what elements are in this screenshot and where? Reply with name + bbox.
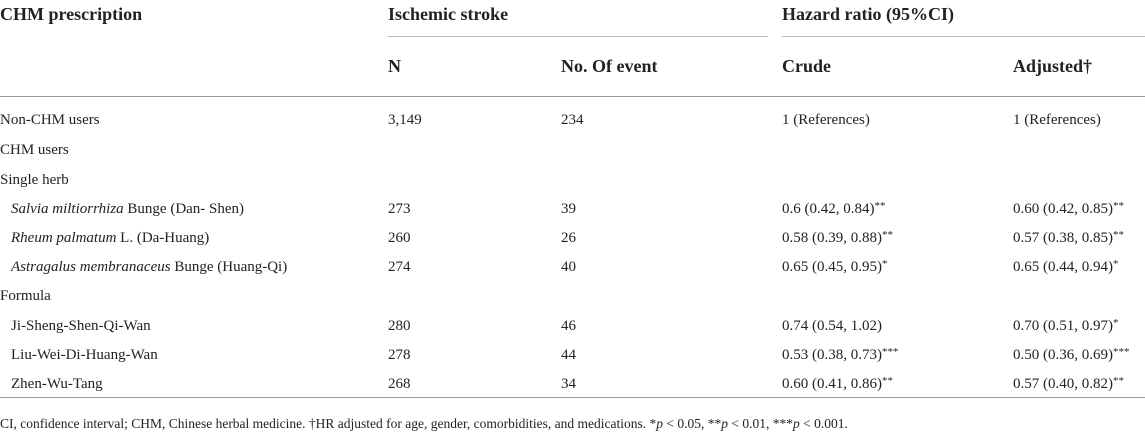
crude-significance: ** — [874, 200, 886, 212]
species-suffix: L. (Da-Huang) — [116, 230, 210, 246]
cell-n: 3,149 — [388, 112, 422, 128]
cell-adjusted — [1013, 376, 1124, 393]
crude-value: 0.65 (0.45, 0.95) — [782, 259, 882, 275]
row-label — [11, 230, 209, 247]
crude-significance: ** — [882, 375, 893, 387]
adjusted-significance: ** — [1113, 229, 1124, 241]
cell-events: 26 — [561, 230, 576, 246]
adjusted-value: 1 (References) — [1013, 112, 1101, 128]
cell-crude — [782, 347, 899, 364]
cell-crude — [782, 318, 882, 335]
cell-n: 280 — [388, 318, 411, 334]
crude-significance: *** — [882, 346, 899, 358]
cell-adjusted — [1013, 112, 1101, 129]
cell-n: 260 — [388, 230, 411, 246]
header-n: N — [388, 56, 401, 76]
cell-adjusted — [1013, 259, 1119, 276]
cell-crude — [782, 259, 888, 276]
cell-crude — [782, 376, 893, 393]
adjusted-significance: * — [1113, 317, 1119, 329]
cell-crude — [782, 112, 870, 129]
species-suffix: Bunge (Huang-Qi) — [170, 259, 288, 275]
species-suffix: Bunge (Dan- Shen) — [123, 201, 245, 217]
adjusted-significance: ** — [1113, 200, 1124, 212]
table-footnote — [0, 416, 848, 432]
crude-value: 1 (References) — [782, 112, 870, 128]
stroke-group-underline — [388, 36, 768, 37]
cell-adjusted — [1013, 318, 1119, 335]
adjusted-significance: *** — [1113, 346, 1130, 358]
header-bottom-rule — [0, 96, 1145, 97]
row-label: Single herb — [0, 172, 69, 188]
crude-value: 0.58 (0.39, 0.88) — [782, 230, 882, 246]
cell-adjusted — [1013, 347, 1130, 364]
header-no-of-event: No. Of event — [561, 56, 658, 76]
cell-adjusted — [1013, 230, 1124, 247]
cell-events: 39 — [561, 201, 576, 217]
cell-crude — [782, 201, 886, 218]
adjusted-value: 0.65 (0.44, 0.94) — [1013, 259, 1113, 275]
species-name: Astragalus membranaceus — [11, 259, 171, 275]
row-label: Formula — [0, 288, 51, 304]
cell-n: 278 — [388, 347, 411, 363]
cell-n: 274 — [388, 259, 411, 275]
row-label: Ji-Sheng-Shen-Qi-Wan — [11, 318, 151, 334]
species-name: Salvia miltiorrhiza — [11, 201, 124, 217]
cell-events: 44 — [561, 347, 576, 363]
cell-events: 40 — [561, 259, 576, 275]
species-name: Rheum palmatum — [11, 230, 117, 246]
crude-significance: ** — [882, 229, 893, 241]
row-label: Zhen-Wu-Tang — [11, 376, 103, 392]
cell-events: 34 — [561, 376, 576, 392]
hr-group-underline — [782, 36, 1145, 37]
crude-value: 0.74 (0.54, 1.02) — [782, 318, 882, 334]
header-crude: Crude — [782, 56, 831, 76]
row-label — [11, 201, 244, 218]
adjusted-significance: ** — [1113, 375, 1124, 387]
header-ischemic-stroke: Ischemic stroke — [388, 4, 509, 24]
cell-n: 273 — [388, 201, 411, 217]
footnote-text-4: < 0.001. — [799, 416, 848, 431]
cell-events: 46 — [561, 318, 576, 334]
crude-value: 0.53 (0.38, 0.73) — [782, 347, 882, 363]
crude-value: 0.6 (0.42, 0.84) — [782, 201, 875, 217]
footnote-p-2: p — [721, 416, 729, 431]
table-bottom-rule — [0, 397, 1145, 398]
adjusted-significance: * — [1113, 258, 1119, 270]
row-label — [11, 259, 287, 276]
footnote-text-1: CI, confidence interval; CHM, Chinese herbal medicine. †HR adjusted for age, gender, comorbidities, and medications. * — [0, 416, 657, 431]
cell-crude — [782, 230, 893, 247]
adjusted-value: 0.57 (0.40, 0.82) — [1013, 376, 1113, 392]
cell-n: 268 — [388, 376, 411, 392]
footnote-p-3: p — [793, 416, 800, 431]
adjusted-value: 0.70 (0.51, 0.97) — [1013, 318, 1113, 334]
crude-significance: * — [882, 258, 888, 270]
header-hazard-ratio: Hazard ratio (95%CI) — [782, 4, 954, 24]
crude-value: 0.60 (0.41, 0.86) — [782, 376, 882, 392]
row-label: CHM users — [0, 142, 69, 158]
footnote-text-3: < 0.01, *** — [728, 416, 794, 431]
row-label: Liu-Wei-Di-Huang-Wan — [11, 347, 158, 363]
adjusted-value: 0.60 (0.42, 0.85) — [1013, 201, 1113, 217]
footnote-p-1: p — [656, 416, 664, 431]
adjusted-value: 0.50 (0.36, 0.69) — [1013, 347, 1113, 363]
adjusted-value: 0.57 (0.38, 0.85) — [1013, 230, 1113, 246]
cell-adjusted — [1013, 201, 1124, 218]
footnote-text-2: < 0.05, ** — [663, 416, 722, 431]
header-chm-prescription: CHM prescription — [0, 4, 143, 24]
header-adjusted: Adjusted† — [1013, 56, 1093, 76]
row-label: Non-CHM users — [0, 112, 100, 128]
cell-events: 234 — [561, 112, 584, 128]
